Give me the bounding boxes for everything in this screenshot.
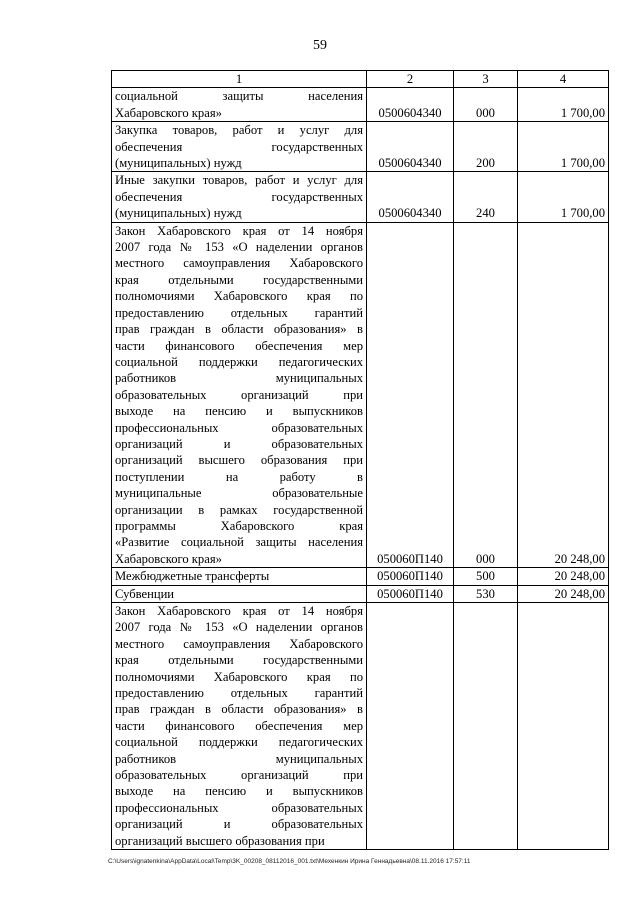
description-line: программы Хабаровского края [115,518,363,533]
row-target-code: 050060П140 [367,222,454,568]
row-amount: 20 248,00 [518,222,609,568]
description-line: прав граждан в области образования» в [115,322,363,337]
description-line: образовательных организаций при [115,387,363,402]
row-expense-type [454,603,518,850]
description-line: обеспечения государственных [115,139,363,154]
row-amount: 20 248,00 [518,585,609,602]
table-row [112,585,609,602]
table-row [112,122,609,172]
row-amount: 1 700,00 [518,122,609,172]
description-line: Закон Хабаровского края от 14 ноября [115,604,363,618]
description-line: работников муниципальных [115,371,363,386]
description-line: организаций высшего образования при [115,453,363,468]
row-expense-type: 200 [454,122,518,172]
description-line: Межбюджетные трансферты [115,569,270,584]
description-line: края отдельными государственными [115,653,363,668]
description-line: Закупка товаров, работ и услуг для [115,123,363,138]
description-line: 2007 года № 153 «О наделении органов [115,620,363,635]
description-line: социальной поддержки педагогических [115,354,363,369]
description-line: Хабаровского края» [115,105,222,120]
row-description [112,122,367,172]
description-line: части финансового обеспечения мер [115,718,363,733]
description-line: Субвенции [115,586,175,601]
description-line: работников муниципальных [115,751,363,766]
table-header-row [112,71,609,88]
row-target-code: 0500604340 [367,172,454,222]
description-line: Закон Хабаровского края от 14 ноября [115,223,363,238]
description-line: выходе на пенсию и выпускников [115,404,363,419]
row-description [112,222,367,568]
header-col-2: 2 [367,71,454,88]
row-target-code: 050060П140 [367,585,454,602]
row-description [112,172,367,222]
description-line: Хабаровского края» [115,551,222,566]
description-line: местного самоуправления Хабаровского [115,636,363,651]
footer-file-path: C:\Users\ignatenkina\AppData\Local\Temp\3K_00208_08112016_001.txt\Мехенкин Ирина Геннадьевна\08.11.2016 17:57:11 [108,858,471,865]
description-line: профессиональных образовательных [115,420,363,435]
row-target-code: 050060П140 [367,568,454,585]
row-description [112,603,367,850]
description-line: (муниципальных) нужд [115,156,242,171]
description-line: (муниципальных) нужд [115,206,242,221]
description-line: организаций и образовательных [115,817,363,832]
description-line: Иные закупки товаров, работ и услуг для [115,173,363,188]
description-line: организации в рамках государственной [115,502,363,517]
row-expense-type: 500 [454,568,518,585]
description-line: социальной защиты населения [115,89,363,104]
row-expense-type: 530 [454,585,518,602]
table-row [112,603,609,850]
description-line: части финансового обеспечения мер [115,338,363,353]
description-line: края отдельными государственными [115,272,363,287]
description-line: профессиональных образовательных [115,800,363,815]
description-line: поступлении на работу в [115,469,363,484]
row-expense-type: 000 [454,88,518,122]
row-expense-type: 240 [454,172,518,222]
table-row [112,222,609,568]
description-line: социальной поддержки педагогических [115,735,363,750]
description-line: организаций высшего образования при [115,833,325,848]
row-target-code: 0500604340 [367,88,454,122]
row-amount: 20 248,00 [518,568,609,585]
description-line: полномочиями Хабаровского края по [115,669,363,684]
description-line: местного самоуправления Хабаровского [115,256,363,271]
row-expense-type: 000 [454,222,518,568]
description-line: обеспечения государственных [115,189,363,204]
page-number: 59 [313,38,327,53]
row-description [112,88,367,122]
budget-table [111,70,609,850]
description-line: муниципальные образовательные [115,486,363,501]
description-line: «Развитие социальной защиты населения [115,535,363,550]
header-col-3: 3 [454,71,518,88]
row-target-code [367,603,454,850]
table-row [112,568,609,585]
table-row [112,88,609,122]
description-line: 2007 года № 153 «О наделении органов [115,240,363,255]
description-line: прав граждан в области образования» в [115,702,363,717]
row-description [112,568,367,585]
table-row [112,172,609,222]
row-description [112,585,367,602]
description-line: предоставлению отдельных гарантий [115,686,363,701]
row-amount: 1 700,00 [518,88,609,122]
description-line: организаций и образовательных [115,436,363,451]
row-target-code: 0500604340 [367,122,454,172]
header-col-1: 1 [112,71,367,88]
description-line: выходе на пенсию и выпускников [115,784,363,799]
description-line: предоставлению отдельных гарантий [115,305,363,320]
row-amount [518,603,609,850]
description-line: образовательных организаций при [115,768,363,783]
row-amount: 1 700,00 [518,172,609,222]
header-col-4: 4 [518,71,609,88]
description-line: полномочиями Хабаровского края по [115,289,363,304]
